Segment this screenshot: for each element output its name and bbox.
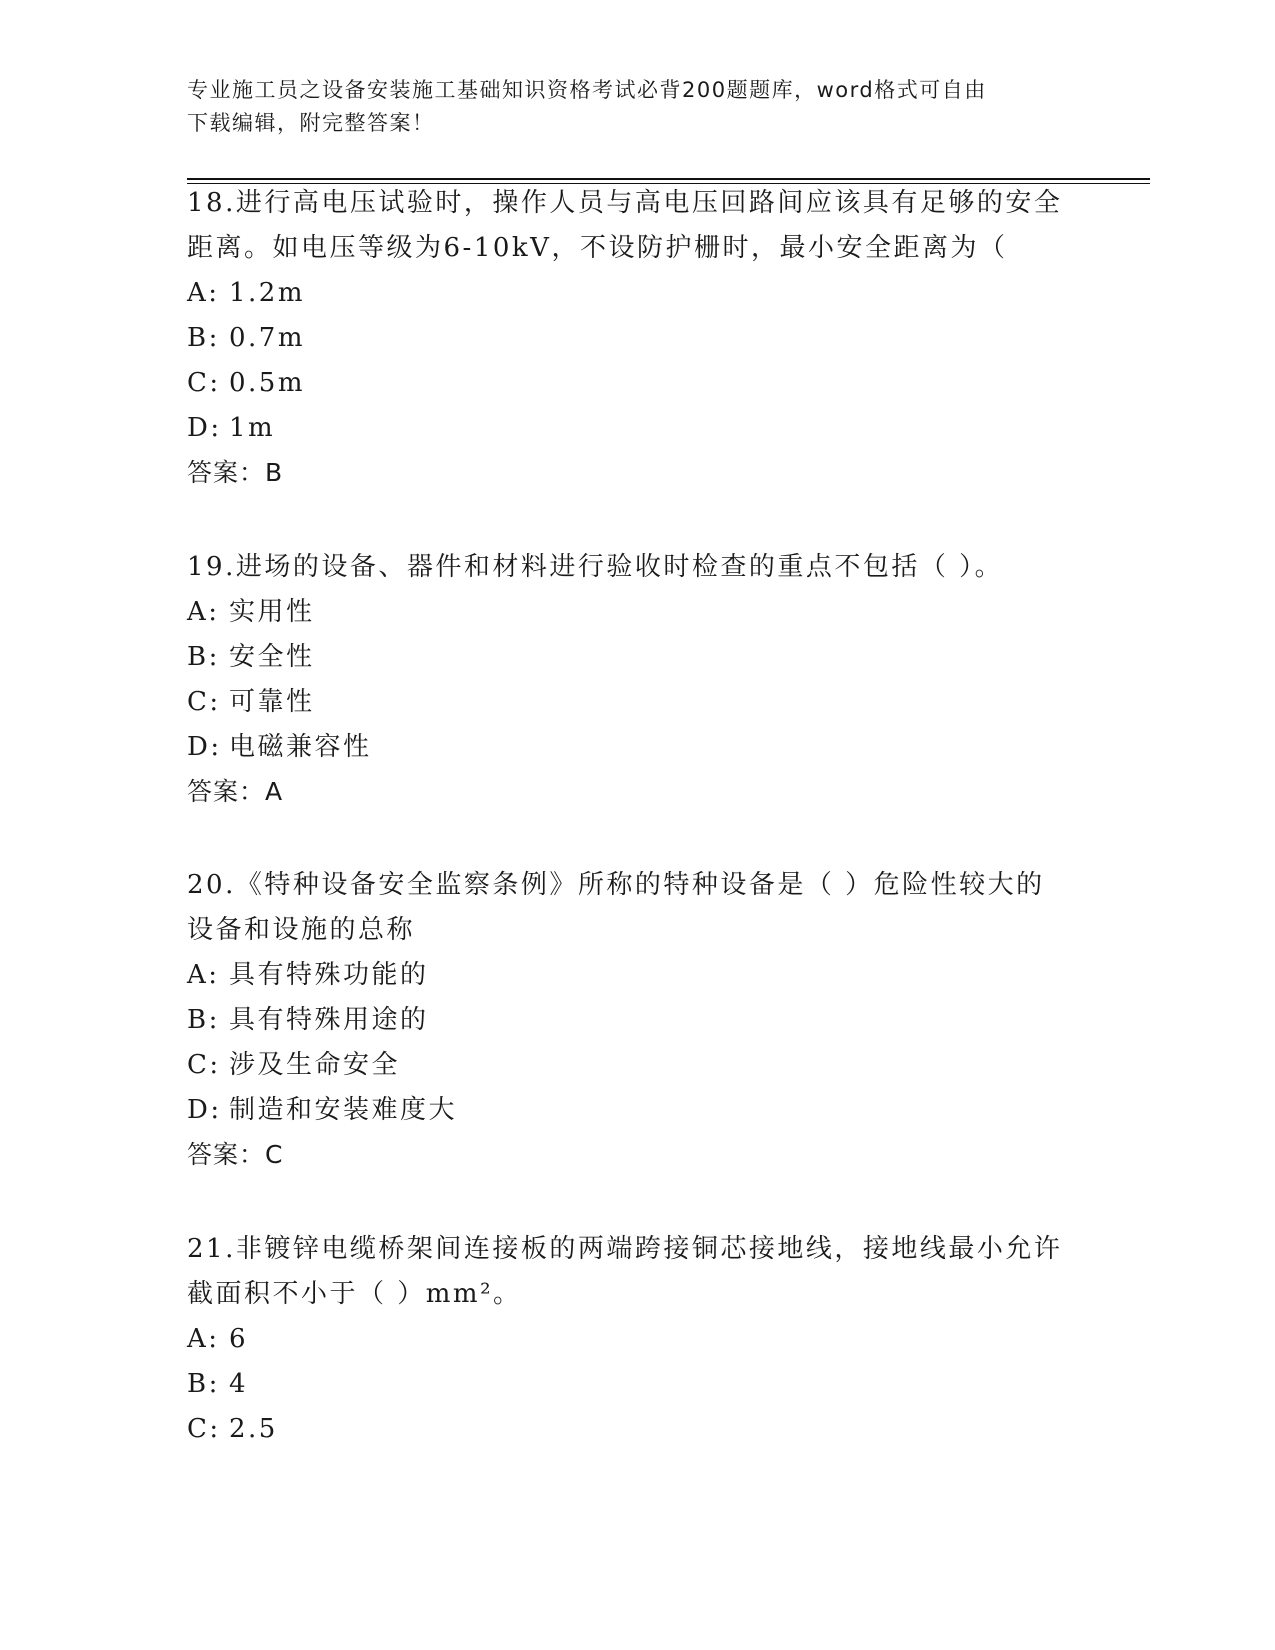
option-b — [187, 998, 1087, 1043]
option-text: 实用性 — [229, 597, 315, 627]
option-label: D: — [187, 413, 222, 443]
option-d — [187, 725, 1087, 770]
option-text: 电磁兼容性 — [229, 732, 372, 762]
option-c — [187, 361, 1087, 406]
answer-line: 答案：B — [187, 458, 284, 487]
question-21 — [187, 1227, 1087, 1452]
question-stem — [187, 1227, 1087, 1317]
option-c — [187, 1043, 1087, 1088]
option-label: C: — [187, 1414, 221, 1444]
option-text: 制造和安装难度大 — [229, 1095, 458, 1125]
option-label: C: — [187, 1050, 221, 1080]
option-text: 1m — [229, 413, 276, 443]
option-d — [187, 1088, 1087, 1133]
option-label: A: — [187, 1324, 220, 1354]
header-line-2: 下载编辑，附完整答案！ — [187, 111, 435, 135]
question-20 — [187, 863, 1087, 1177]
option-label: A: — [187, 960, 220, 990]
option-text: 6 — [229, 1324, 249, 1354]
option-text: 可靠性 — [229, 687, 315, 717]
option-text: 安全性 — [229, 642, 315, 672]
option-text: 4 — [229, 1369, 249, 1399]
option-text: 具有特殊用途的 — [229, 1005, 429, 1035]
option-label: A: — [187, 597, 220, 627]
option-label: B: — [187, 642, 220, 672]
option-label: A: — [187, 278, 220, 308]
option-d — [187, 406, 1087, 451]
option-text: 涉及生命安全 — [229, 1050, 401, 1080]
option-text: 0.7m — [229, 323, 306, 353]
question-stem — [187, 863, 1087, 953]
option-label: B: — [187, 1369, 220, 1399]
option-text: 0.5m — [229, 368, 306, 398]
question-stem — [187, 545, 1087, 590]
header-line-1: 专业施工员之设备安装施工基础知识资格考试必背200题题库，word格式可自由 — [187, 78, 987, 102]
header-divider-thick — [187, 178, 1150, 180]
option-text: 2.5 — [229, 1414, 278, 1444]
option-label: B: — [187, 323, 220, 353]
document-header — [187, 74, 1067, 140]
option-c — [187, 1407, 1087, 1452]
question-18 — [187, 181, 1087, 495]
option-b — [187, 1362, 1087, 1407]
option-label: D: — [187, 1095, 222, 1125]
option-label: C: — [187, 687, 221, 717]
question-19 — [187, 545, 1087, 814]
option-label: C: — [187, 368, 221, 398]
option-a — [187, 953, 1087, 998]
stem-line-1: 18.进行高电压试验时，操作人员与高电压回路间应该具有足够的安全 — [187, 188, 1063, 218]
option-label: D: — [187, 732, 222, 762]
option-label: B: — [187, 1005, 220, 1035]
option-a — [187, 271, 1087, 316]
option-b — [187, 316, 1087, 361]
stem-line-1: 19.进场的设备、器件和材料进行验收时检查的重点不包括（ ）。 — [187, 552, 1004, 582]
stem-line-2: 距离。如电压等级为6-10kV，不设防护栅时，最小安全距离为（ — [187, 233, 1008, 263]
option-a — [187, 590, 1087, 635]
stem-line-1: 20.《特种设备安全监察条例》所称的特种设备是（ ）危险性较大的 — [187, 870, 1045, 900]
answer-line: 答案：A — [187, 777, 284, 806]
option-c — [187, 680, 1087, 725]
stem-line-2: 截面积不小于（ ）mm²。 — [187, 1279, 522, 1309]
question-stem — [187, 181, 1087, 271]
option-text: 1.2m — [229, 278, 306, 308]
answer-line: 答案：C — [187, 1140, 284, 1169]
option-b — [187, 635, 1087, 680]
option-a — [187, 1317, 1087, 1362]
stem-line-2: 设备和设施的总称 — [187, 915, 416, 945]
option-text: 具有特殊功能的 — [229, 960, 429, 990]
stem-line-1: 21.非镀锌电缆桥架间连接板的两端跨接铜芯接地线，接地线最小允许 — [187, 1234, 1063, 1264]
